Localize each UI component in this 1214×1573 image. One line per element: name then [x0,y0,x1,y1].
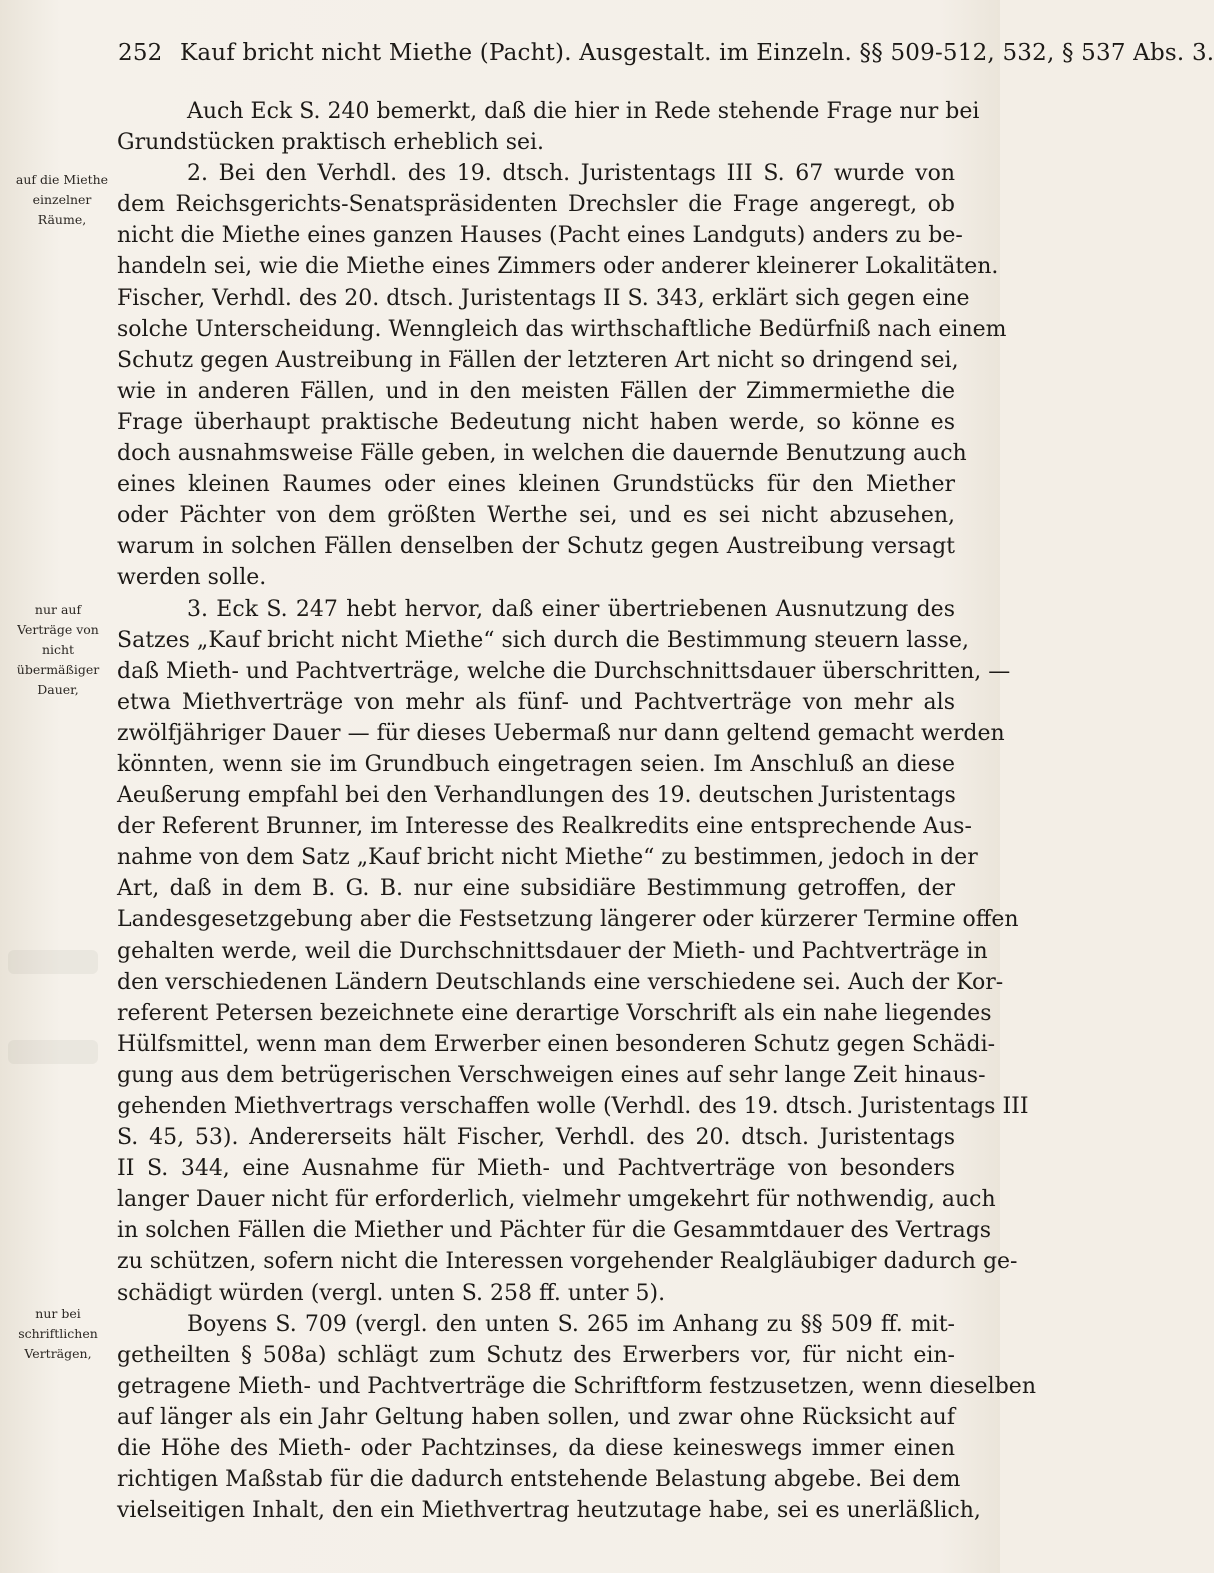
margin-note-line: Verträgen, [24,1346,92,1361]
text-line: Boyens S. 709 (vergl. den unten S. 265 im Anhang zu §§ 509 ff. mit- [187,1311,955,1337]
text-line: Auch Eck S. 240 bemerkt, daß die hier in Rede stehende Frage nur bei [187,99,980,124]
margin-note-line: einzelner [32,192,92,207]
text-line: in solchen Fällen die Miether und Pächter für die Gesammtdauer des Vertrags [117,1218,992,1244]
text-line: werden solle. [117,565,267,591]
show-through-mark [8,950,98,974]
text-line: gehalten werde, weil die Durchschnittsdauer der Mieth- und Pachtverträge in [117,938,988,964]
show-through-mark [8,1040,98,1064]
text-line: Satzes „Kauf bricht nicht Miethe“ sich durch die Bestimmung steuern lasse, [117,627,969,653]
page-number: 252 [118,40,163,66]
text-line: Fischer, Verhdl. des 20. dtsch. Juristentags II S. 343, erklärt sich gegen eine [117,285,970,311]
text-line: etwa Miethverträge von mehr als fünf- und Pachtverträge von mehr als [117,689,955,715]
margin-note-line: nicht [41,642,75,657]
text-line: zwölfjähriger Dauer — für dieses Uebermaß nur dann geltend gemacht werden [117,720,1005,746]
margin-note-contract-duration [8,600,108,700]
text-line: Landesgesetzgebung aber die Festsetzung längerer oder kürzerer Termine offen [117,907,1019,933]
text-line: richtigen Maßstab für die dadurch entstehende Belastung abgebe. Bei dem [117,1467,961,1493]
margin-note-line: übermäßiger [16,662,100,677]
text-line: nicht die Miethe eines ganzen Hauses (Pacht eines Landguts) anders zu be- [117,223,963,249]
text-line: nahme von dem Satz „Kauf bricht nicht Miethe“ zu bestimmen, jedoch in der [117,845,978,871]
margin-note-line: Verträge von [17,622,99,637]
text-line: Aeußerung empfahl bei den Verhandlungen des 19. deutschen Juristentags [117,783,956,809]
text-line: zu schützen, sofern nicht die Interessen vorgehender Realgläubiger dadurch ge- [117,1249,1018,1275]
text-line: S. 45, 53). Andererseits hält Fischer, Verhdl. des 20. dtsch. Juristentags [117,1125,955,1151]
text-line: warum in solchen Fällen denselben der Schutz gegen Austreibung versagt [117,534,955,560]
text-line: solche Unterscheidung. Wenngleich das wirthschaftliche Bedürfniß nach einem [117,316,1007,342]
text-line: könnten, wenn sie im Grundbuch eingetragen seien. Im Anschluß an diese [117,751,955,777]
margin-note-room-rent [12,170,112,230]
text-line: 3. Eck S. 247 hebt hervor, daß einer übertriebenen Ausnutzung des [187,596,955,622]
text-line: 2. Bei den Verhdl. des 19. dtsch. Juristentags III S. 67 wurde von [187,161,955,187]
text-line: vielseitigen Inhalt, den ein Miethvertrag heutzutage habe, sei es unerläßlich, [117,1498,981,1524]
margin-note-line: nur bei [35,1306,81,1321]
text-line: Grundstücken praktisch erheblich sei. [117,130,545,156]
text-line: langer Dauer nicht für erforderlich, vielmehr umgekehrt für nothwendig, auch [117,1187,996,1213]
margin-note-line: auf die Miethe [15,172,109,187]
text-line: auf länger als ein Jahr Geltung haben sollen, und zwar ohne Rücksicht auf [117,1404,955,1430]
text-line: gehenden Miethvertrags verschaffen wolle (Verhdl. des 19. dtsch. Juristentags III [117,1094,1029,1119]
running-title: Kauf bricht nicht Miethe (Pacht). Ausgestalt. im Einzeln. §§ 509-512, 532, § 537 Abs. 3. [180,40,1214,66]
text-line: der Referent Brunner, im Interesse des Realkredits eine entsprechende Aus- [117,814,972,840]
text-line: dem Reichsgerichts-Senatspräsidenten Drechsler die Frage angeregt, ob [117,192,955,218]
running-header [118,40,1214,66]
text-line: eines kleinen Raumes oder eines kleinen Grundstücks für den Miether [117,472,955,498]
text-line: den verschiedenen Ländern Deutschlands eine verschiedene sei. Auch der Kor- [117,969,1004,995]
text-line: referent Petersen bezeichnete eine derartige Vorschrift als ein nahe liegendes [117,1000,992,1026]
text-line: die Höhe des Mieth- oder Pachtzinses, da diese keineswegs immer einen [117,1436,955,1462]
text-line: II S. 344, eine Ausnahme für Mieth- und Pachtverträge von besonders [117,1156,955,1182]
text-line: doch ausnahmsweise Fälle geben, in welchen die dauernde Benutzung auch [117,441,967,467]
main-text-block [117,96,1036,1526]
text-line: getheilten § 508a) schlägt zum Schutz des Erwerbers vor, für nicht ein- [117,1342,955,1368]
text-line: gung aus dem betrügerischen Verschweigen eines auf sehr lange Zeit hinaus- [117,1062,986,1088]
text-line: Frage überhaupt praktische Bedeutung nicht haben werde, so könne es [117,409,955,435]
text-line: wie in anderen Fällen, und in den meisten Fällen der Zimmermiethe die [117,378,955,404]
text-line: schädigt würden (vergl. unten S. 258 ff. unter 5). [117,1280,666,1306]
text-line: Schutz gegen Austreibung in Fällen der letzteren Art nicht so dringend sei, [117,347,959,373]
text-line: daß Mieth- und Pachtverträge, welche die Durchschnittsdauer überschritten, — [117,658,1011,684]
margin-note-written-contracts [8,1304,108,1364]
margin-note-line: schriftlichen [18,1326,98,1341]
text-line: oder Pächter von dem größten Werthe sei, und es sei nicht abzusehen, [117,503,955,529]
text-line: getragene Mieth- und Pachtverträge die Schriftform festzusetzen, wenn dieselben [117,1373,1036,1399]
text-line: Art, daß in dem B. G. B. nur eine subsidiäre Bestimmung getroffen, der [117,876,955,902]
margin-note-line: Dauer, [37,682,79,697]
margin-note-line: Räume, [37,212,87,227]
text-line: Hülfsmittel, wenn man dem Erwerber einen besonderen Schutz gegen Schädi- [117,1031,996,1057]
margin-note-line: nur auf [34,602,82,617]
text-line: handeln sei, wie die Miethe eines Zimmers oder anderer kleinerer Lokalitäten. [117,254,999,280]
